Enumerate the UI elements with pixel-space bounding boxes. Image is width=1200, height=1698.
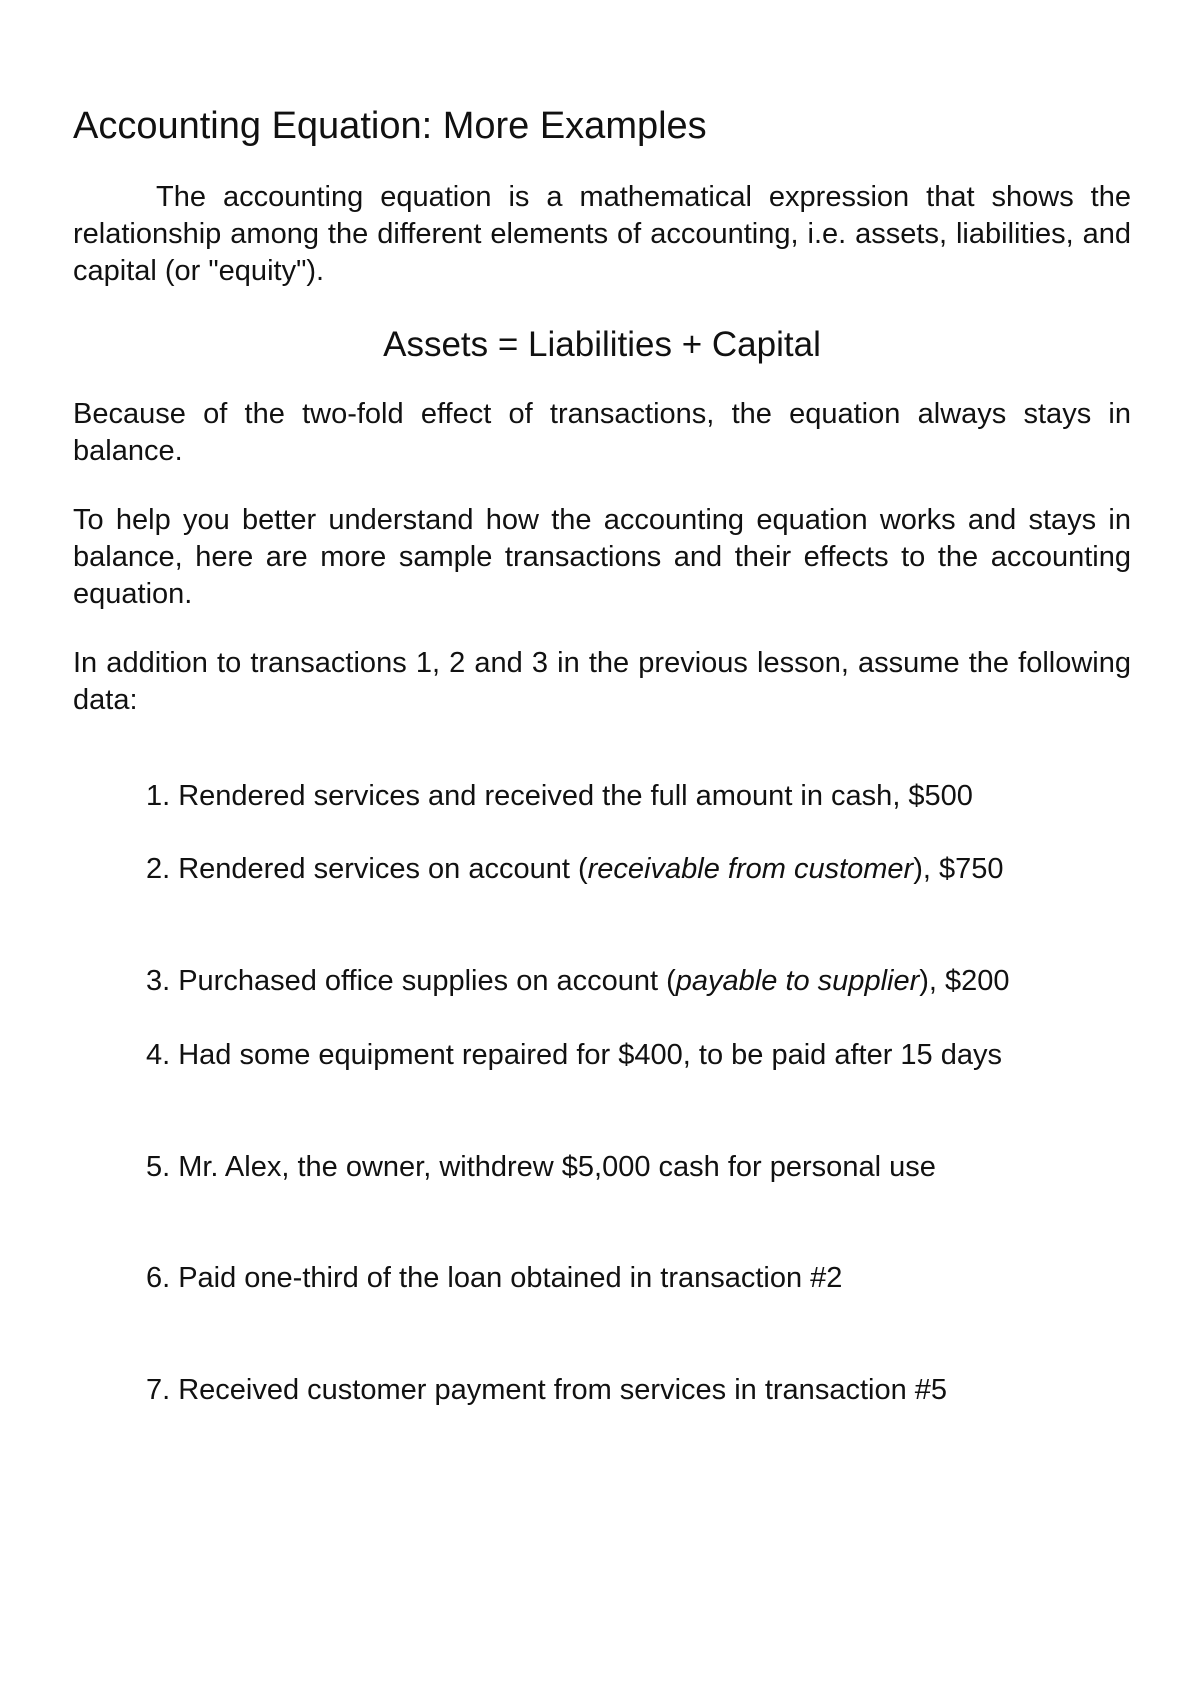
item-number: 5. [146, 1151, 171, 1183]
item-text: Mr. Alex, the owner, withdrew $5,000 cash for personal use [178, 1151, 936, 1183]
list-item [110, 851, 1004, 888]
item-italic-text: payable to supplier [675, 965, 920, 997]
list-item [110, 1037, 1002, 1074]
item-number: 2. [146, 853, 171, 885]
item-number: 1. [146, 780, 171, 812]
balance-paragraph: Because of the two-fold effect of transactions, the equation always stays in balance. [73, 398, 1131, 467]
item-text: ), $200 [919, 965, 1010, 997]
item-number: 6. [146, 1262, 171, 1294]
list-item [110, 1149, 936, 1186]
page-title: Accounting Equation: More Examples [73, 105, 707, 147]
addition-paragraph: In addition to transactions 1, 2 and 3 in the previous lesson, assume the following data: [73, 647, 1131, 716]
item-text: Had some equipment repaired for $400, to be paid after 15 days [178, 1039, 1002, 1071]
accounting-equation: Assets = Liabilities + Capital [383, 325, 821, 364]
item-text: Received customer payment from services in transaction #5 [178, 1374, 948, 1406]
item-number: 4. [146, 1039, 171, 1071]
list-item [110, 963, 1010, 1000]
item-text: Paid one-third of the loan obtained in transaction #2 [178, 1262, 843, 1294]
list-item [110, 1372, 947, 1409]
list-item [110, 1260, 842, 1297]
item-italic-text: receivable from customer [587, 853, 914, 885]
item-text: ), $750 [913, 853, 1004, 885]
help-paragraph: To help you better understand how the accounting equation works and stays in balance, here are more sample transactions and their effects to the accounting equation. [73, 504, 1131, 610]
item-number: 7. [146, 1374, 171, 1406]
item-text: Purchased office supplies on account ( [178, 965, 676, 997]
document-page [73, 102, 1131, 719]
item-text: Rendered services on account ( [178, 853, 588, 885]
item-text: Rendered services and received the full amount in cash, $500 [178, 780, 973, 812]
intro-paragraph: The accounting equation is a mathematical expression that shows the relationship among the different elements of accounting, i.e. assets, liabilities, and capital (or "equity"). [73, 181, 1131, 287]
item-number: 3. [146, 965, 171, 997]
list-item [110, 778, 973, 815]
